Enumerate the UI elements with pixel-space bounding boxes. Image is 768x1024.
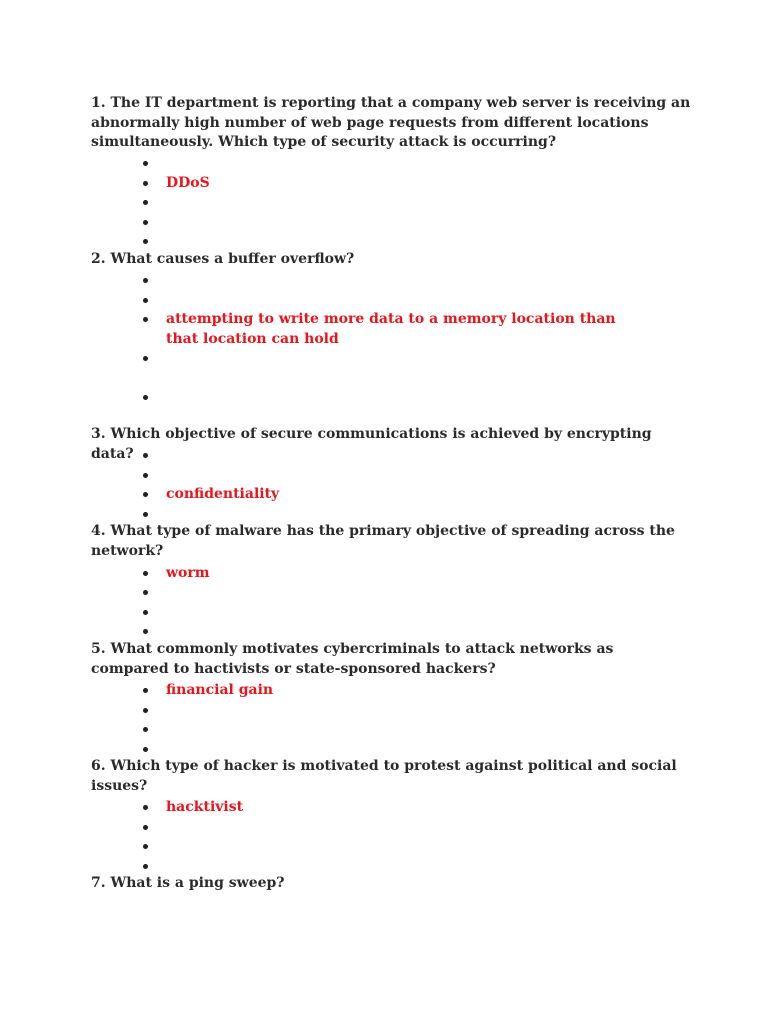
answer-3: confidentiality [166, 486, 280, 502]
option-5-a [0, 682, 768, 705]
option-5-c [0, 724, 768, 744]
bullet-icon [143, 317, 148, 322]
bullet-icon [143, 688, 148, 693]
question-1: 1. The IT department is reporting that a company web server is receiving an abnormally high number of web page requests from different locations simultaneously. Which type of security attack is occurring? [91, 95, 691, 151]
bullet-icon [143, 278, 148, 283]
bullet-icon [143, 610, 148, 615]
bullet-icon [143, 220, 148, 225]
option-6-a [0, 799, 768, 822]
bullet-icon [143, 864, 148, 869]
question-7: 7. What is a ping sweep? [91, 875, 285, 891]
bullet-icon [143, 492, 148, 497]
option-2-d [0, 353, 768, 373]
bullet-icon [143, 298, 148, 303]
bullet-icon [143, 181, 148, 186]
bullet-icon [143, 727, 148, 732]
question-5: 5. What commonly motivates cybercriminals to attack networks as compared to hactivists or state-sponsored hackers? [91, 641, 614, 677]
option-2-c [0, 311, 768, 347]
option-4-c [0, 607, 768, 627]
bullet-icon [143, 825, 148, 830]
option-3-a [0, 450, 768, 470]
bullet-icon [143, 571, 148, 576]
bullet-icon [143, 512, 148, 517]
answer-4: worm [166, 565, 210, 581]
bullet-icon [143, 239, 148, 244]
bullet-icon [143, 747, 148, 752]
bullet-icon [143, 629, 148, 634]
option-1-c [0, 197, 768, 217]
bullet-icon [143, 590, 148, 595]
bullet-icon [143, 473, 148, 478]
answer-6: hacktivist [166, 799, 244, 815]
question-4: 4. What type of malware has the primary objective of spreading across the network? [91, 523, 675, 559]
option-4-a [0, 565, 768, 588]
bullet-icon [143, 161, 148, 166]
bullet-icon [143, 395, 148, 400]
option-1-b [0, 175, 768, 198]
option-1-d [0, 217, 768, 237]
option-4-b [0, 587, 768, 607]
option-6-c [0, 841, 768, 861]
answer-1: DDoS [166, 175, 210, 191]
bullet-icon [143, 805, 148, 810]
question-2: 2. What causes a buffer overflow? [91, 251, 355, 267]
answer-5: financial gain [166, 682, 274, 698]
option-6-b [0, 822, 768, 842]
answer-2: attempting to write more data to a memory location than that location can hold [166, 311, 616, 347]
bullet-icon [143, 200, 148, 205]
option-2-e [0, 392, 768, 412]
question-3: 3. Which objective of secure communications is achieved by encrypting data? [91, 426, 652, 462]
question-6: 6. Which type of hacker is motivated to protest against political and social issues? [91, 758, 677, 794]
option-2-a [0, 275, 768, 295]
bullet-icon [143, 708, 148, 713]
bullet-icon [143, 356, 148, 361]
option-3-c [0, 486, 768, 509]
option-5-b [0, 705, 768, 725]
bullet-icon [143, 453, 148, 458]
bullet-icon [143, 844, 148, 849]
